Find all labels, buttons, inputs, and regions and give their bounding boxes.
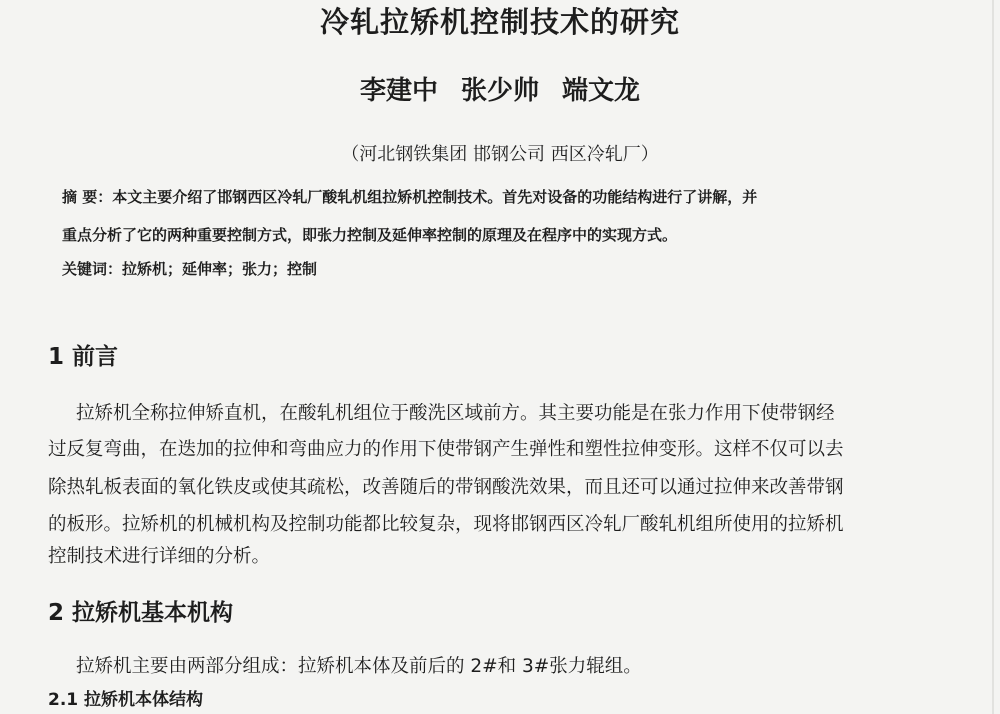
paper-title: 冷轧拉矫机控制技术的研究 <box>319 5 680 39</box>
section-1-line-2: 过反复弯曲，在迭加的拉伸和弯曲应力的作用下使带钢产生弹性和塑性拉伸变形。这样不仅可以去 <box>48 439 844 460</box>
abstract-line-1: 摘 要：本文主要介绍了邯钢西区冷轧厂酸轧机组拉矫机控制技术。首先对设备的功能结构进行了讲解，并 <box>62 188 758 206</box>
section-2-heading: 2 拉矫机基本机构 <box>48 600 234 626</box>
section-2-1-heading: 2.1 拉矫机本体结构 <box>48 690 204 710</box>
scan-edge-shadow <box>992 0 994 714</box>
section-1-heading: 1 前言 <box>48 344 119 370</box>
section-2-line-1: 拉矫机主要由两部分组成：拉矫机本体及前后的 2#和 3#张力辊组。 <box>76 656 642 677</box>
paper-authors: 李建中 张少帅 端文龙 <box>359 76 641 106</box>
section-1-line-3: 除热轧板表面的氧化铁皮或使其疏松，改善随后的带钢酸洗效果，而且还可以通过拉伸来改善带钢 <box>48 477 844 498</box>
keywords: 关键词：拉矫机；延伸率；张力；控制 <box>62 260 318 278</box>
section-1-line-4: 的板形。拉矫机的机械机构及控制功能都比较复杂，现将邯钢西区冷轧厂酸轧机组所使用的拉矫机 <box>48 514 844 535</box>
section-1-line-5: 控制技术进行详细的分析。 <box>48 546 271 567</box>
section-1-line-1: 拉矫机全称拉伸矫直机，在酸轧机组位于酸洗区域前方。其主要功能是在张力作用下使带钢经 <box>76 403 835 424</box>
abstract-line-2: 重点分析了它的两种重要控制方式，即张力控制及延伸率控制的原理及在程序中的实现方式。 <box>62 226 678 244</box>
paper-affiliation: （河北钢铁集团 邯钢公司 西区冷轧厂） <box>341 144 659 165</box>
